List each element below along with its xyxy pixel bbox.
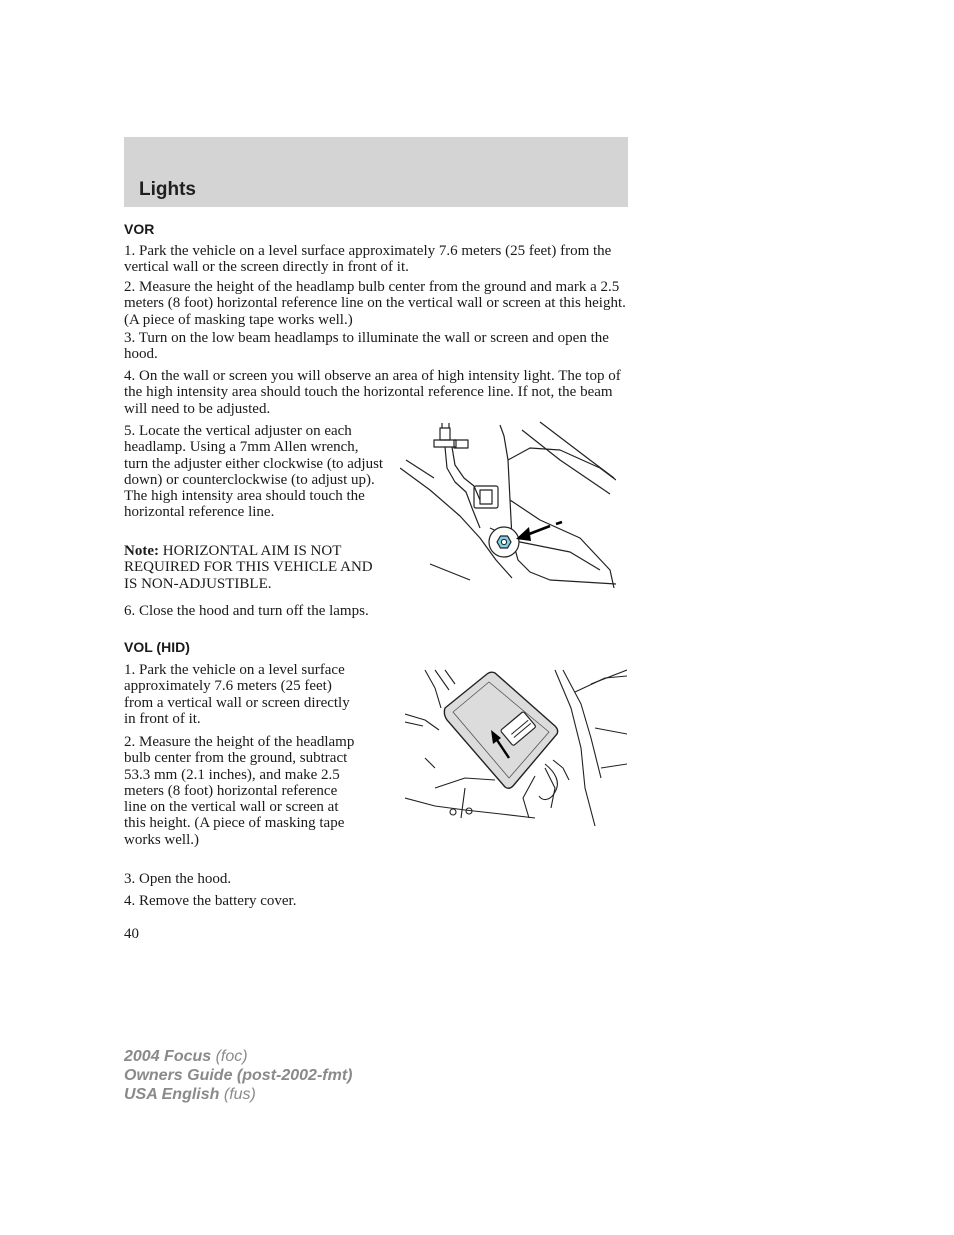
page-number: 40 xyxy=(124,926,139,942)
vor-step-1: 1. Park the vehicle on a level surface approximately 7.6 meters (25 feet) from the vertical wall or the screen directly in front of it. xyxy=(124,243,612,276)
footer-line-2: Owners Guide (post-2002-fmt) xyxy=(124,1067,353,1084)
vor-step-2: 2. Measure the height of the headlamp bulb center from the ground and mark a 2.5 meters (8 foot) horizontal reference line on the vertical wall or screen at this height. (A piece of masking tape works well.) xyxy=(124,279,626,328)
vor-step-3: 3. Turn on the low beam headlamps to illuminate the wall or screen and open the hood. xyxy=(124,330,609,363)
section-title: Lights xyxy=(139,179,196,200)
section-header-band xyxy=(124,137,628,207)
vol-heading: VOL (HID) xyxy=(124,639,190,655)
battery-cover-illustration xyxy=(405,668,627,826)
headlamp-adjuster-illustration xyxy=(400,420,616,590)
vol-step-1: 1. Park the vehicle on a level surface approximately 7.6 meters (25 feet) from a vertical wall or screen directly in front of it. xyxy=(124,662,350,727)
document-footer xyxy=(124,1047,352,1104)
note-text: HORIZONTAL AIM IS NOT REQUIRED FOR THIS VEHICLE AND IS NON-ADJUSTIBLE. xyxy=(124,543,373,592)
vor-step-5: 5. Locate the vertical adjuster on each headlamp. Using a 7mm Allen wrench, turn the adjuster either clockwise (to adjust down) or counterclockwise (to adjust up). The high intensity area should touch the horizontal reference line. xyxy=(124,423,384,521)
battery-cover xyxy=(444,672,557,788)
vor-step-4: 4. On the wall or screen you will observe an area of high intensity light. The top of the high intensity area should touch the horizontal reference line. If not, the beam will need to be adjusted. xyxy=(124,368,621,417)
pointer-arrow-icon xyxy=(516,522,562,541)
footer-line-1: 2004 Focus (foc) xyxy=(124,1048,248,1065)
vol-step-3: 3. Open the hood. xyxy=(124,871,232,887)
vor-heading: VOR xyxy=(124,221,155,237)
vor-note xyxy=(124,543,386,592)
bolt-head xyxy=(440,428,450,440)
vol-step-4: 4. Remove the battery cover. xyxy=(124,893,297,909)
vor-step-6: 6. Close the hood and turn off the lamps. xyxy=(124,603,369,619)
note-label: Note: xyxy=(124,543,159,559)
vol-step-2: 2. Measure the height of the headlamp bulb center from the ground, subtract 53.3 mm (2.1 inches), and make 2.5 meters (8 foot) horizontal reference line on the vertical wall or screen at this height. (A piece of masking tape works well.) xyxy=(124,734,355,848)
footer-line-3: USA English (fus) xyxy=(124,1086,256,1103)
